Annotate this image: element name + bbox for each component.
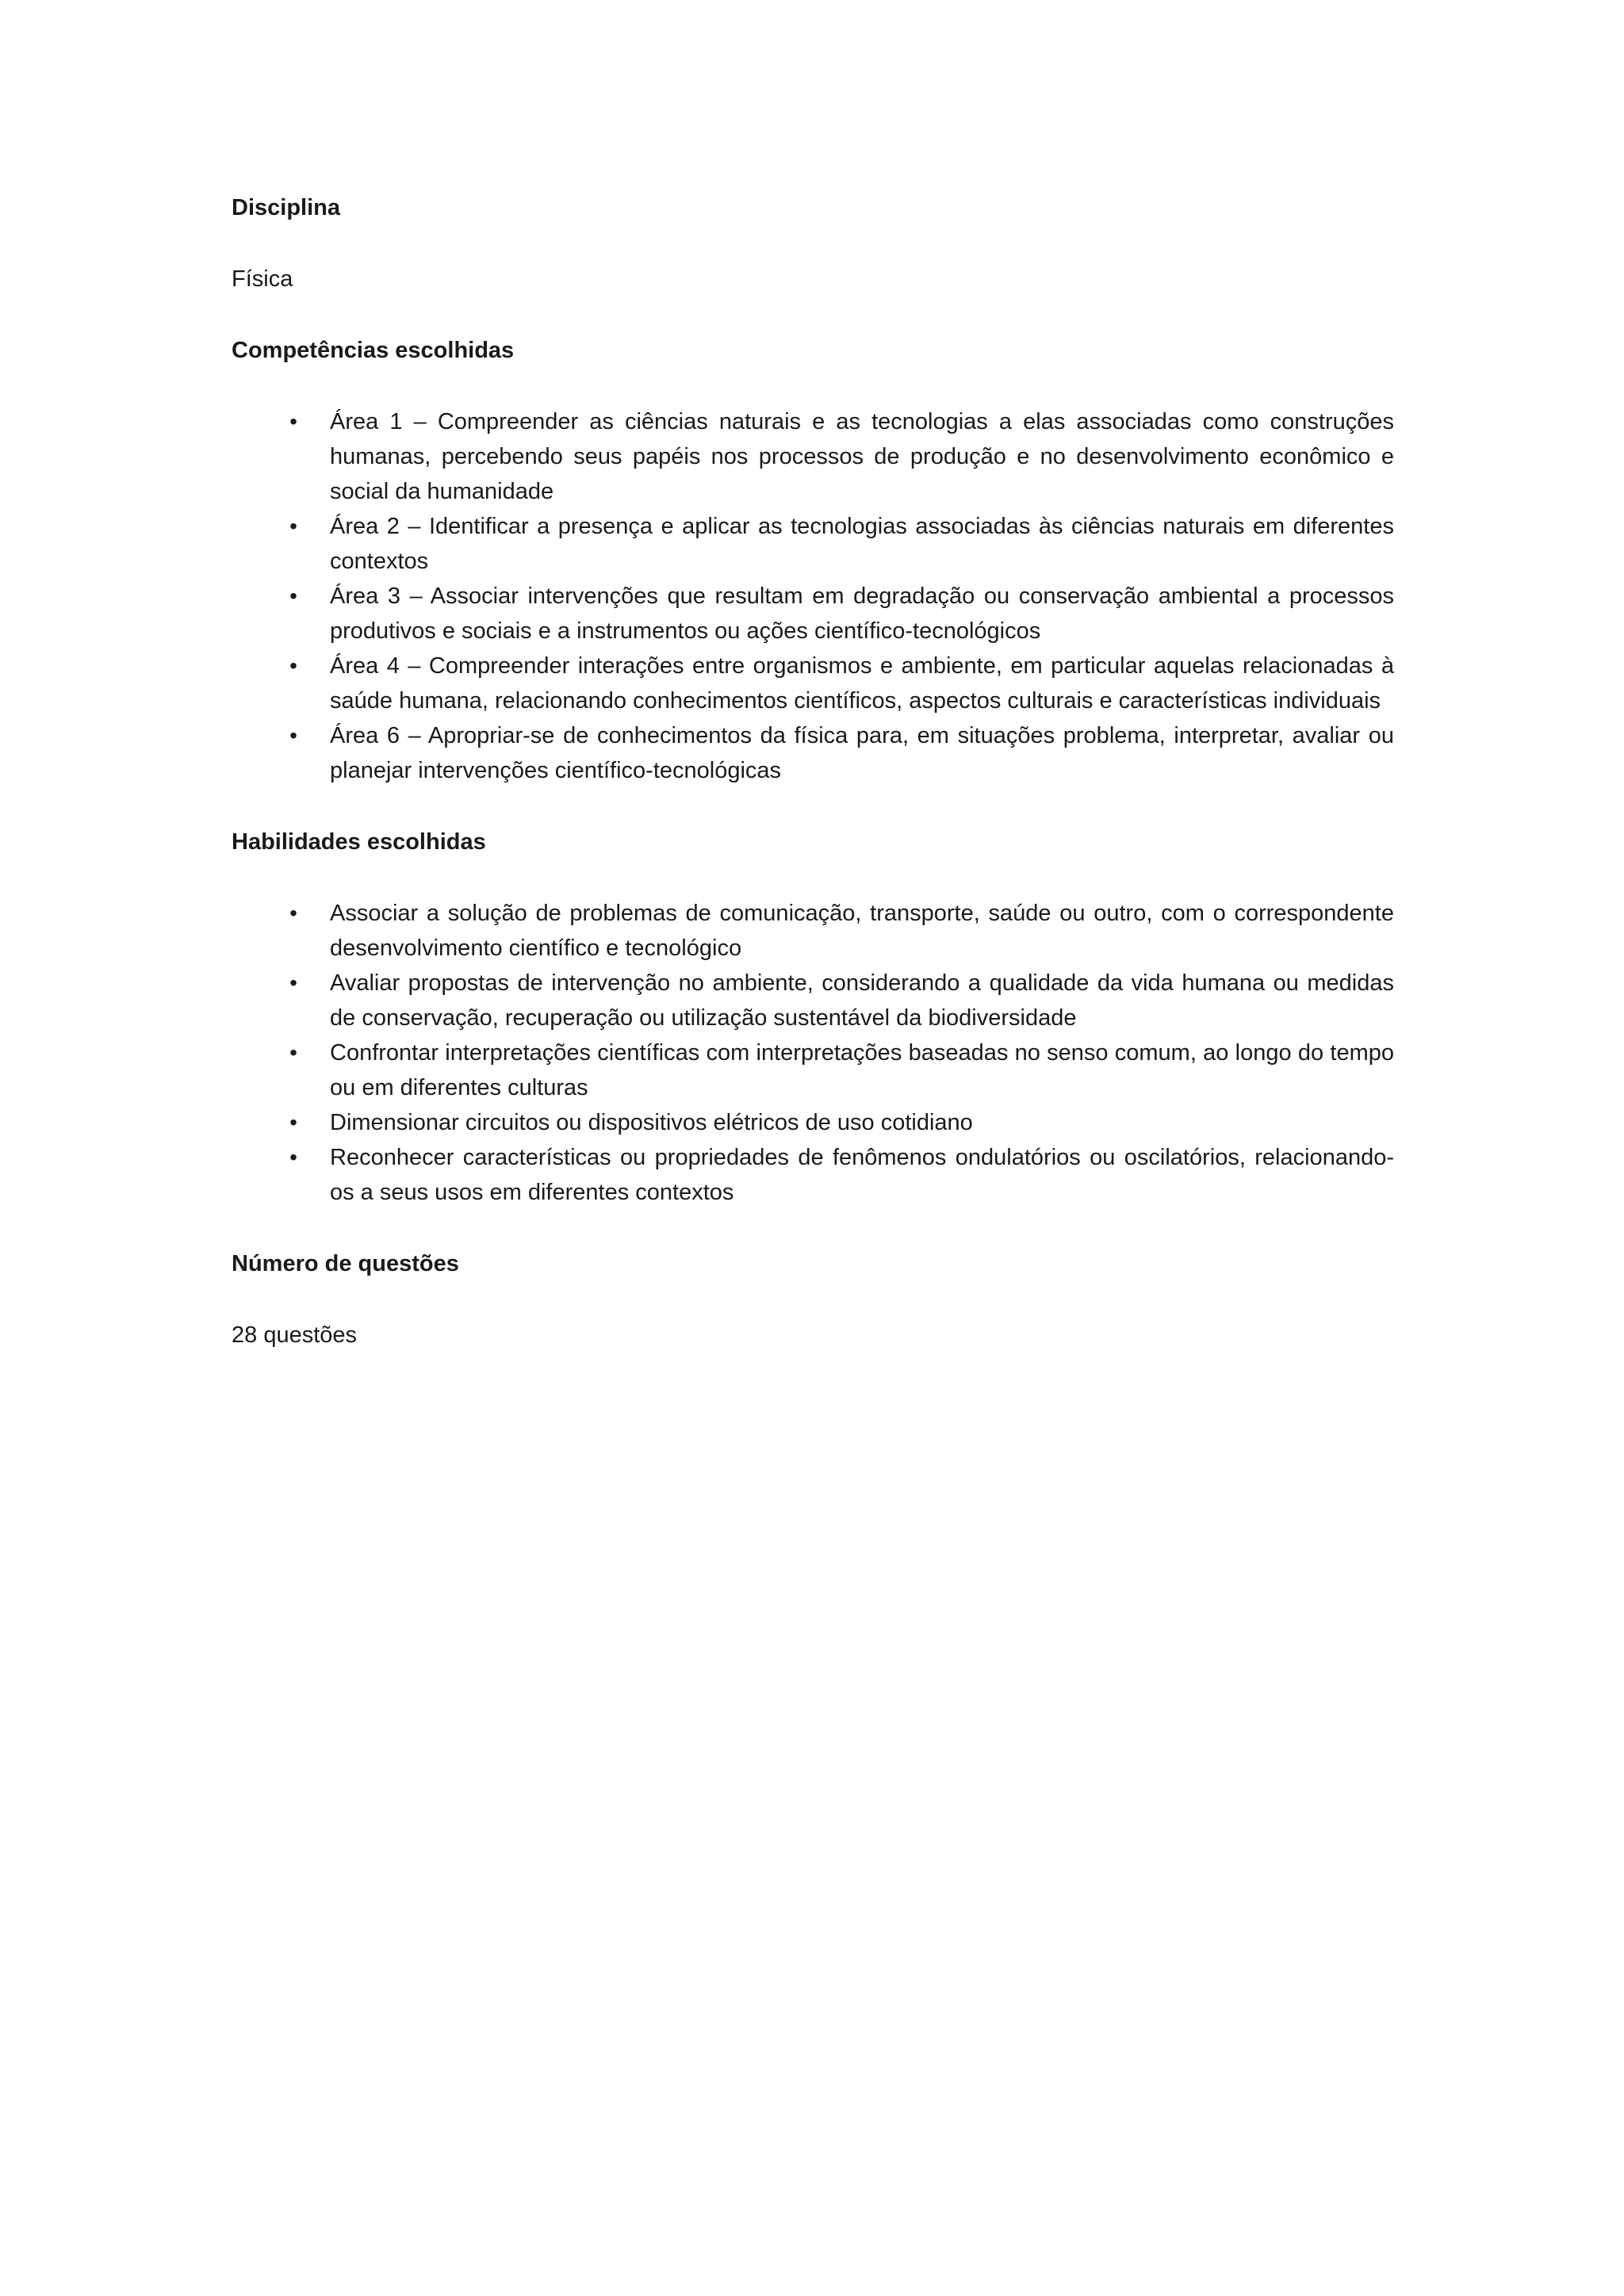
- competencies-heading: Competências escolhidas: [232, 338, 515, 363]
- spacer: [232, 1210, 1394, 1246]
- bullet-icon: •: [289, 1145, 297, 1169]
- list-item-text: Confrontar interpretações científicas com interpretações baseadas no senso comum, ao longo do tempo ou em diferentes culturas: [330, 1040, 1394, 1100]
- document-content: [232, 190, 1394, 1353]
- list-item: [232, 1105, 1394, 1140]
- list-item: [232, 1035, 1394, 1105]
- discipline-heading: Disciplina: [232, 195, 340, 220]
- bullet-icon: •: [289, 584, 297, 608]
- list-item-text: Área 1 – Compreender as ciências naturais e as tecnologias a elas associadas como construções humanas, percebendo seus papéis nos processos de produção e no desenvolvimento econômico e social da humanidade: [330, 409, 1394, 504]
- list-item: [232, 896, 1394, 966]
- bullet-icon: •: [289, 723, 297, 748]
- list-item: [232, 579, 1394, 649]
- list-item-text: Dimensionar circuitos ou dispositivos elétricos de uso cotidiano: [330, 1110, 973, 1135]
- bullet-icon: •: [289, 514, 297, 538]
- list-item-text: Reconhecer características ou propriedades de fenômenos ondulatórios ou oscilatórios, relacionando-os a seus usos em diferentes contextos: [330, 1145, 1394, 1205]
- bullet-icon: •: [289, 1040, 297, 1065]
- bullet-icon: •: [289, 1110, 297, 1135]
- questions-heading: Número de questões: [232, 1251, 459, 1276]
- list-item: [232, 1140, 1394, 1210]
- skills-heading: Habilidades escolhidas: [232, 829, 486, 855]
- spacer: [232, 225, 1394, 262]
- bullet-icon: •: [289, 901, 297, 925]
- list-item: [232, 966, 1394, 1035]
- list-item-text: Área 2 – Identificar a presença e aplicar as tecnologias associadas às ciências naturais em diferentes contextos: [330, 514, 1394, 574]
- list-item: [232, 718, 1394, 788]
- competencies-list: [232, 404, 1394, 788]
- discipline-value: Física: [232, 266, 293, 292]
- list-item: [232, 404, 1394, 509]
- bullet-icon: •: [289, 653, 297, 678]
- list-item-text: Associar a solução de problemas de comunicação, transporte, saúde ou outro, com o correspondente desenvolvimento científico e tecnológico: [330, 901, 1394, 961]
- list-item: [232, 649, 1394, 718]
- spacer: [232, 368, 1394, 404]
- list-item-text: Área 3 – Associar intervenções que resultam em degradação ou conservação ambiental a processos produtivos e sociais e a instrumentos ou ações científico-tecnológicos: [330, 584, 1394, 644]
- spacer: [232, 1281, 1394, 1318]
- bullet-icon: •: [289, 970, 297, 995]
- list-item-text: Área 4 – Compreender interações entre organismos e ambiente, em particular aquelas relacionadas à saúde humana, relacionando conhecimentos científicos, aspectos culturais e características individuais: [330, 653, 1394, 714]
- spacer: [232, 859, 1394, 896]
- list-item-text: Avaliar propostas de intervenção no ambiente, considerando a qualidade da vida humana ou medidas de conservação, recuperação ou utilização sustentável da biodiversidade: [330, 970, 1394, 1031]
- list-item: [232, 509, 1394, 579]
- questions-value: 28 questões: [232, 1322, 358, 1348]
- bullet-icon: •: [289, 409, 297, 434]
- skills-list: [232, 896, 1394, 1210]
- spacer: [232, 297, 1394, 333]
- spacer: [232, 788, 1394, 825]
- list-item-text: Área 6 – Apropriar-se de conhecimentos da física para, em situações problema, interpretar, avaliar ou planejar intervenções científico-tecnológicas: [330, 723, 1394, 783]
